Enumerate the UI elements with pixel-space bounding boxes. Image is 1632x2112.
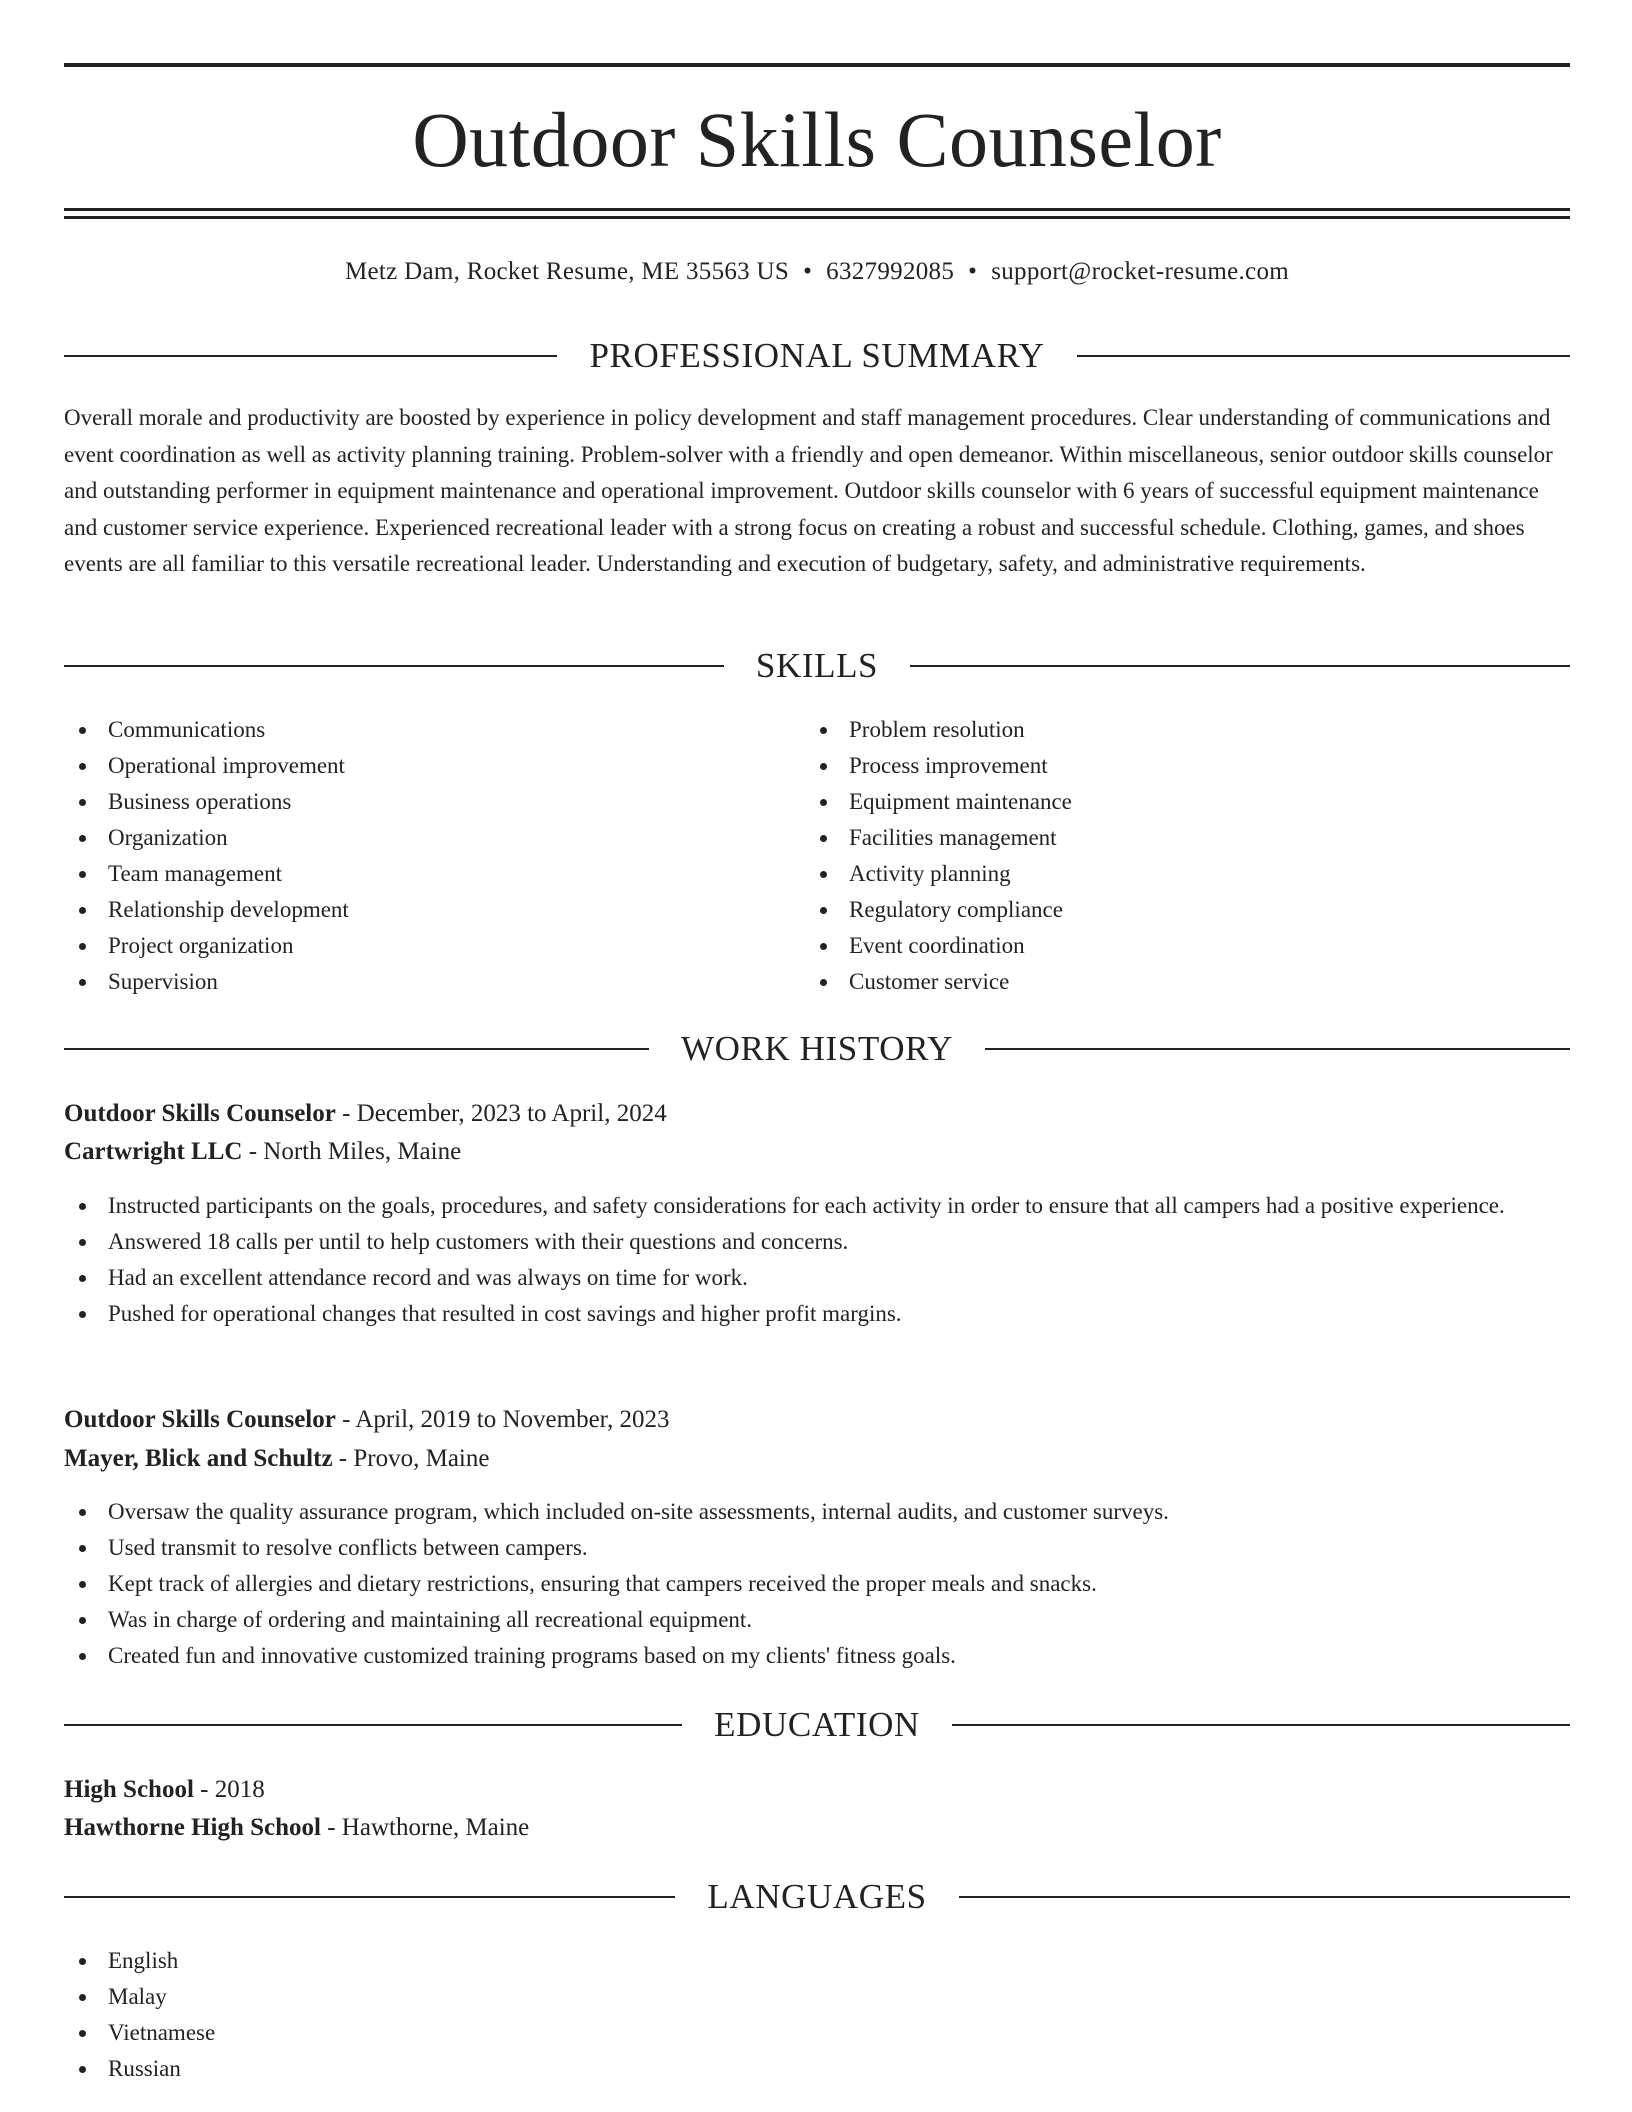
language-item: English — [64, 1943, 764, 1979]
section-rule-right — [985, 1048, 1570, 1050]
section-header-work — [64, 1027, 1570, 1071]
skill-item: Organization — [64, 820, 764, 856]
job-bullet: Pushed for operational changes that resulted in cost savings and higher profit margins. — [64, 1296, 1570, 1332]
job-dates: - April, 2019 to November, 2023 — [335, 1406, 670, 1433]
section-rule-right — [910, 665, 1570, 667]
job-role: Outdoor Skills Counselor — [64, 1100, 336, 1127]
summary-text: Overall morale and productivity are boosted by experience in policy development and staff management procedures. Clear understanding of communications and event coordination as well as activity planning training. Problem-solver with a friendly and open demeanor. Within miscellaneous, senior outdoor skills counselor and outstanding performer in equipment maintenance and operational improvement. Outdoor skills counselor with 6 years of successful equipment maintenance and customer service experience. Experienced recreational leader with a strong focus on creating a robust and successful schedule. Clothing, games, and shoes events are all familiar to this versatile recreational leader. Understanding and execution of budgetary, safety, and administrative requirements. — [64, 405, 1553, 576]
job-company-line — [64, 1134, 1570, 1170]
education-school-line — [64, 1810, 1570, 1846]
section-title-education: EDUCATION — [714, 1705, 920, 1744]
contact-separator: • — [803, 258, 813, 285]
job-bullets — [64, 1494, 1570, 1674]
job-bullet: Instructed participants on the goals, procedures, and safety considerations for each activity in order to ensure that all campers had a positive experience. — [64, 1188, 1570, 1224]
job-bullet: Answered 18 calls per until to help customers with their questions and concerns. — [64, 1224, 1570, 1260]
job-bullet: Used transmit to resolve conflicts between campers. — [64, 1530, 1570, 1566]
skill-item: Equipment maintenance — [805, 784, 1565, 820]
section-rule-left — [64, 1896, 675, 1898]
candidate-name: Outdoor Skills Counselor — [412, 96, 1222, 183]
section-title-skills: SKILLS — [755, 646, 879, 685]
education-year: - 2018 — [193, 1776, 265, 1803]
education-degree: High School — [64, 1776, 194, 1803]
language-item: Malay — [64, 1979, 764, 2015]
contact-phone: 6327992085 — [826, 258, 955, 285]
job-bullet: Oversaw the quality assurance program, which included on-site assessments, internal audits, and customer surveys. — [64, 1494, 1570, 1530]
job-company-line — [64, 1441, 1570, 1477]
job-role: Outdoor Skills Counselor — [64, 1406, 336, 1433]
skill-item: Problem resolution — [805, 712, 1565, 748]
skill-item: Team management — [64, 856, 764, 892]
section-rule-right — [1077, 355, 1570, 357]
job-location: - Provo, Maine — [332, 1445, 490, 1472]
contact-line — [64, 254, 1570, 290]
contact-separator: • — [968, 258, 978, 285]
job-title-line — [64, 1096, 1570, 1132]
section-rule-left — [64, 665, 724, 667]
languages-list — [64, 1943, 764, 2087]
skill-item: Supervision — [64, 964, 764, 1000]
job-company: Mayer, Blick and Schultz — [64, 1445, 333, 1472]
skill-item: Activity planning — [805, 856, 1565, 892]
contact-address: Metz Dam, Rocket Resume, ME 35563 US — [345, 258, 790, 285]
section-title-summary: PROFESSIONAL SUMMARY — [589, 336, 1045, 375]
section-header-languages — [64, 1875, 1570, 1919]
section-rule-right — [952, 1724, 1570, 1726]
section-header-skills — [64, 644, 1570, 688]
skill-item: Customer service — [805, 964, 1565, 1000]
job-location: - North Miles, Maine — [242, 1138, 462, 1165]
skill-item: Operational improvement — [64, 748, 764, 784]
job-title-line — [64, 1402, 1570, 1438]
job-bullet: Kept track of allergies and dietary restrictions, ensuring that campers received the proper meals and snacks. — [64, 1566, 1570, 1602]
skill-item: Event coordination — [805, 928, 1565, 964]
skill-item: Regulatory compliance — [805, 892, 1565, 928]
job-bullet: Had an excellent attendance record and was always on time for work. — [64, 1260, 1570, 1296]
skill-item: Communications — [64, 712, 764, 748]
skill-item: Business operations — [64, 784, 764, 820]
job-bullet: Created fun and innovative customized training programs based on my clients' fitness goals. — [64, 1638, 1570, 1674]
skill-item: Facilities management — [805, 820, 1565, 856]
double-rule-lower — [64, 216, 1570, 219]
section-rule-left — [64, 1048, 649, 1050]
section-title-work: WORK HISTORY — [681, 1029, 953, 1068]
section-rule-left — [64, 355, 557, 357]
top-rule — [64, 63, 1570, 67]
job-company: Cartwright LLC — [64, 1138, 243, 1165]
job-bullets — [64, 1188, 1570, 1332]
skill-item: Relationship development — [64, 892, 764, 928]
skills-list-right — [805, 712, 1565, 1000]
education-school: Hawthorne High School — [64, 1814, 321, 1841]
skill-item: Process improvement — [805, 748, 1565, 784]
double-rule-upper — [64, 208, 1570, 211]
section-rule-right — [959, 1896, 1570, 1898]
section-header-education — [64, 1703, 1570, 1747]
section-header-summary — [64, 334, 1570, 378]
section-title-languages: LANGUAGES — [707, 1877, 927, 1916]
skill-item: Project organization — [64, 928, 764, 964]
education-degree-line — [64, 1772, 1570, 1808]
section-rule-left — [64, 1724, 682, 1726]
job-dates: - December, 2023 to April, 2024 — [335, 1100, 667, 1127]
skills-list-left — [64, 712, 764, 1000]
language-item: Vietnamese — [64, 2015, 764, 2051]
education-location: - Hawthorne, Maine — [320, 1814, 530, 1841]
language-item: Russian — [64, 2051, 764, 2087]
contact-email[interactable]: support@rocket-resume.com — [991, 258, 1289, 285]
job-bullet: Was in charge of ordering and maintaining all recreational equipment. — [64, 1602, 1570, 1638]
